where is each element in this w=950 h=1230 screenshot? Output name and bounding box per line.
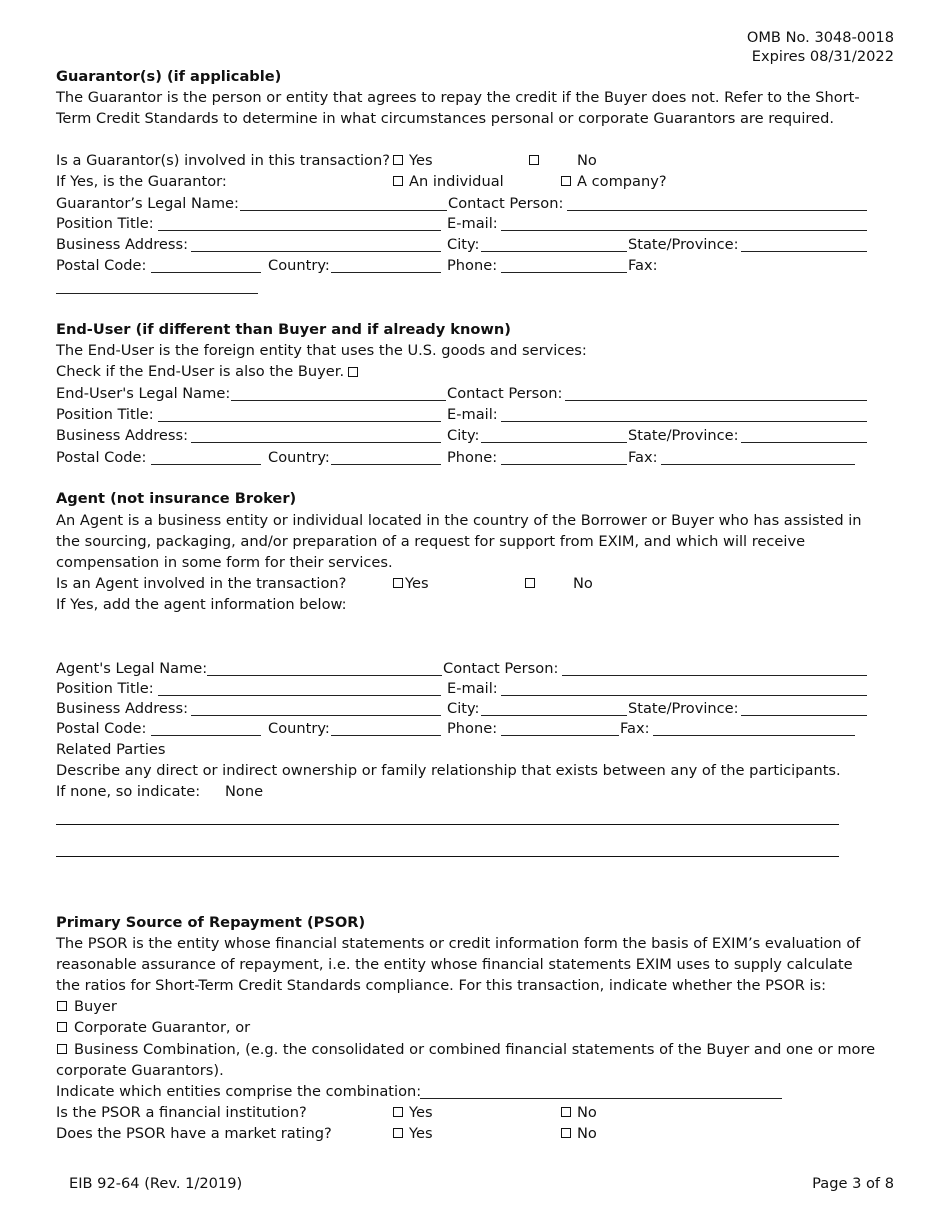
agent-position-label: Position Title:: [56, 680, 154, 697]
related-parties-desc: Describe any direct or indirect ownership or family relationship that exists between any of the participants.: [56, 762, 841, 779]
psor-financial-no-checkbox[interactable]: [561, 1107, 571, 1117]
enduser-state-field[interactable]: [741, 442, 867, 443]
guarantor-contact-label: Contact Person:: [448, 195, 564, 212]
psor-guarantor-label: Corporate Guarantor, or: [74, 1019, 251, 1036]
psor-combination-entities-field[interactable]: [420, 1098, 782, 1099]
guarantor-postal-field[interactable]: [151, 272, 261, 273]
guarantor-desc: The Guarantor is the person or entity that agrees to repay the credit if the Buyer does not. Refer to the Short-: [56, 89, 860, 106]
no-label: No: [577, 152, 597, 169]
no-label: No: [573, 575, 593, 592]
guarantor-phone-label: Phone:: [447, 257, 498, 274]
enduser-contact-label: Contact Person:: [447, 385, 563, 402]
guarantor-involved-no-checkbox[interactable]: [529, 155, 539, 165]
enduser-phone-field[interactable]: [501, 464, 627, 465]
expiry-date: Expires 08/31/2022: [751, 48, 894, 65]
guarantor-state-label: State/Province:: [628, 236, 739, 253]
enduser-phone-label: Phone:: [447, 449, 498, 466]
psor-rating-no-checkbox[interactable]: [561, 1128, 571, 1138]
related-parties-line[interactable]: [56, 856, 839, 857]
agent-country-field[interactable]: [331, 735, 441, 736]
enduser-email-field[interactable]: [501, 421, 867, 422]
agent-email-field[interactable]: [501, 695, 867, 696]
no-label: No: [577, 1125, 597, 1142]
enduser-city-label: City:: [447, 427, 480, 444]
agent-legal-name-label: Agent's Legal Name:: [56, 660, 208, 677]
related-parties-if-none-label: If none, so indicate:: [56, 783, 201, 800]
guarantor-contact-field[interactable]: [567, 210, 867, 211]
no-label: No: [577, 1104, 597, 1121]
psor-buyer-checkbox[interactable]: [57, 1001, 67, 1011]
agent-contact-field[interactable]: [562, 675, 867, 676]
yes-label: Yes: [409, 1104, 433, 1121]
agent-involved-yes-checkbox[interactable]: [393, 578, 403, 588]
agent-fax-field[interactable]: [653, 735, 855, 736]
guarantor-type-question: If Yes, is the Guarantor:: [56, 173, 227, 190]
psor-buyer-label: Buyer: [74, 998, 117, 1015]
guarantor-address-field[interactable]: [191, 251, 441, 252]
guarantor-state-field[interactable]: [741, 251, 867, 252]
enduser-country-label: Country:: [268, 449, 330, 466]
guarantor-individual-checkbox[interactable]: [393, 176, 403, 186]
guarantor-involved-question: Is a Guarantor(s) involved in this transaction?: [56, 152, 390, 169]
agent-position-field[interactable]: [158, 695, 441, 696]
psor-desc: The PSOR is the entity whose financial statements or credit information form the basis of EXIM’s evaluation of: [56, 935, 861, 952]
psor-desc: the ratios for Short-Term Credit Standards compliance. For this transaction, indicate whether the PSOR is:: [56, 977, 827, 994]
agent-email-label: E-mail:: [447, 680, 498, 697]
enduser-postal-field[interactable]: [151, 464, 261, 465]
agent-heading: Agent (not insurance Broker): [56, 490, 297, 507]
yes-label: Yes: [409, 1125, 433, 1142]
agent-desc: compensation in some form for their services.: [56, 554, 393, 571]
agent-desc: the sourcing, packaging, and/or preparation of a request for support from EXIM, and which will receive: [56, 533, 806, 550]
agent-involved-no-checkbox[interactable]: [525, 578, 535, 588]
guarantor-desc: Term Credit Standards to determine in what circumstances personal or corporate Guarantors are required.: [56, 110, 834, 127]
agent-desc: An Agent is a business entity or individual located in the country of the Borrower or Buyer who has assisted in: [56, 512, 862, 529]
guarantor-address-label: Business Address:: [56, 236, 189, 253]
agent-city-field[interactable]: [481, 715, 627, 716]
psor-financial-yes-checkbox[interactable]: [393, 1107, 403, 1117]
agent-postal-label: Postal Code:: [56, 720, 147, 737]
enduser-is-buyer-checkbox[interactable]: [348, 367, 358, 377]
guarantor-email-field[interactable]: [501, 230, 867, 231]
guarantor-fax-field[interactable]: [56, 293, 258, 294]
psor-combination-label-cont: corporate Guarantors).: [56, 1062, 224, 1079]
psor-guarantor-checkbox[interactable]: [57, 1022, 67, 1032]
guarantor-legal-name-label: Guarantor’s Legal Name:: [56, 195, 239, 212]
enduser-position-field[interactable]: [158, 421, 441, 422]
enduser-legal-name-field[interactable]: [231, 400, 446, 401]
agent-state-field[interactable]: [741, 715, 867, 716]
agent-add-info-label: If Yes, add the agent information below:: [56, 596, 347, 613]
enduser-desc: The End-User is the foreign entity that uses the U.S. goods and services:: [56, 342, 587, 359]
psor-combination-label: Business Combination, (e.g. the consolidated or combined financial statements of the Buyer and one or more: [74, 1041, 876, 1058]
guarantor-legal-name-field[interactable]: [240, 210, 447, 211]
guarantor-phone-field[interactable]: [501, 272, 627, 273]
enduser-legal-name-label: End-User's Legal Name:: [56, 385, 231, 402]
omb-number: OMB No. 3048-0018: [746, 29, 894, 46]
yes-label: Yes: [409, 152, 433, 169]
guarantor-country-field[interactable]: [331, 272, 441, 273]
guarantor-involved-yes-checkbox[interactable]: [393, 155, 403, 165]
enduser-state-label: State/Province:: [628, 427, 739, 444]
enduser-position-label: Position Title:: [56, 406, 154, 423]
agent-contact-label: Contact Person:: [443, 660, 559, 677]
psor-combination-checkbox[interactable]: [57, 1044, 67, 1054]
related-parties-value[interactable]: None: [225, 783, 264, 800]
guarantor-city-label: City:: [447, 236, 480, 253]
enduser-postal-label: Postal Code:: [56, 449, 147, 466]
enduser-contact-field[interactable]: [565, 400, 867, 401]
psor-financial-question: Is the PSOR a financial institution?: [56, 1104, 307, 1121]
enduser-check-label: Check if the End-User is also the Buyer.: [56, 363, 345, 380]
psor-rating-question: Does the PSOR have a market rating?: [56, 1125, 332, 1142]
enduser-email-label: E-mail:: [447, 406, 498, 423]
agent-address-field[interactable]: [191, 715, 441, 716]
psor-combination-entities-label: Indicate which entities comprise the combination:: [56, 1083, 422, 1100]
agent-fax-label: Fax:: [620, 720, 650, 737]
guarantor-company-checkbox[interactable]: [561, 176, 571, 186]
guarantor-email-label: E-mail:: [447, 215, 498, 232]
psor-desc: reasonable assurance of repayment, i.e. the entity whose financial statements EXIM uses to supply calculate: [56, 956, 853, 973]
enduser-city-field[interactable]: [481, 442, 627, 443]
guarantor-heading: Guarantor(s) (if applicable): [56, 68, 282, 85]
guarantor-fax-label: Fax:: [628, 257, 658, 274]
psor-heading: Primary Source of Repayment (PSOR): [56, 914, 366, 931]
enduser-fax-field[interactable]: [661, 464, 855, 465]
agent-postal-field[interactable]: [151, 735, 261, 736]
guarantor-country-label: Country:: [268, 257, 330, 274]
page-number: Page 3 of 8: [812, 1175, 894, 1192]
guarantor-position-label: Position Title:: [56, 215, 154, 232]
agent-country-label: Country:: [268, 720, 330, 737]
psor-rating-yes-checkbox[interactable]: [393, 1128, 403, 1138]
agent-state-label: State/Province:: [628, 700, 739, 717]
agent-involved-question: Is an Agent involved in the transaction?: [56, 575, 347, 592]
guarantor-position-field[interactable]: [158, 230, 441, 231]
individual-label: An individual: [409, 173, 504, 190]
related-parties-line[interactable]: [56, 824, 839, 825]
company-label: A company?: [577, 173, 667, 190]
enduser-country-field[interactable]: [331, 464, 441, 465]
form-number: EIB 92-64 (Rev. 1/2019): [69, 1175, 243, 1192]
enduser-address-field[interactable]: [191, 442, 441, 443]
guarantor-city-field[interactable]: [481, 251, 627, 252]
guarantor-postal-label: Postal Code:: [56, 257, 147, 274]
enduser-fax-label: Fax:: [628, 449, 658, 466]
enduser-address-label: Business Address:: [56, 427, 189, 444]
agent-phone-label: Phone:: [447, 720, 498, 737]
agent-address-label: Business Address:: [56, 700, 189, 717]
enduser-heading: End-User (if different than Buyer and if already known): [56, 321, 511, 338]
agent-phone-field[interactable]: [501, 735, 619, 736]
related-parties-heading: Related Parties: [56, 741, 166, 758]
agent-legal-name-field[interactable]: [207, 675, 442, 676]
agent-city-label: City:: [447, 700, 480, 717]
yes-label: Yes: [405, 575, 429, 592]
